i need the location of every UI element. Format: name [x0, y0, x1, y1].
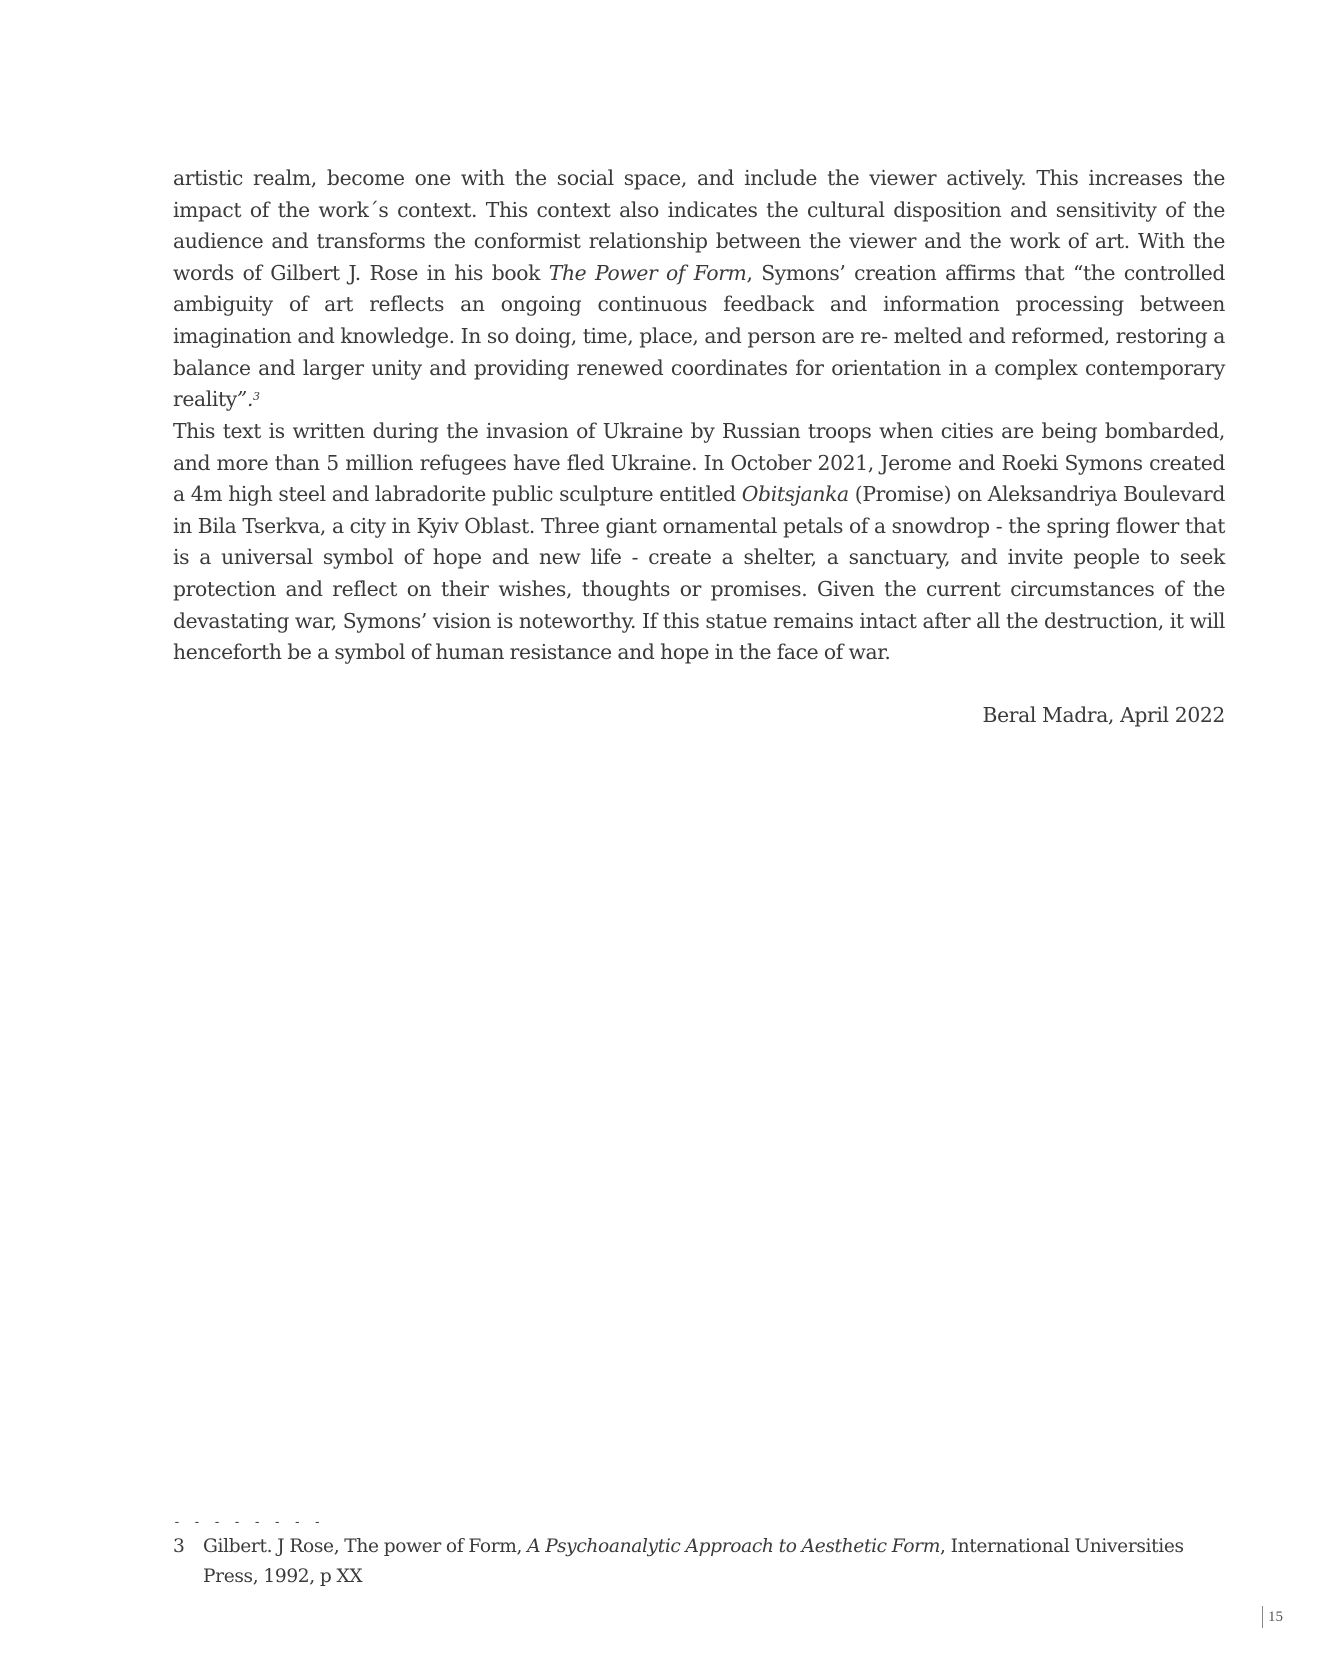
footnote-number: 3 [173, 1536, 185, 1557]
work-title: Obitsjanka [741, 482, 849, 507]
footnote-italic-title: A Psychoanalytic Approach to Aesthetic Form [527, 1536, 940, 1557]
para2-text-end: (Promise) on Aleksandriya Boulevard in Bila Tserkva, a city in Kyiv Oblast. Three giant ornamental petals of a snowdrop - the spring flower that is a universal symbol of hope and new life - create a shelter, a sanctuary, and invite people to seek protection and reflect on their wishes, thoughts or promises. Given the current circumstances of the devastating war, Symons’ vision is noteworthy. If this statue remains intact after all the destruction, it will henceforth be a symbol of human resistance and hope in the face of war. [173, 482, 1226, 665]
footnote-text-start: Gilbert. J Rose, The power of Form, [203, 1536, 528, 1557]
footnote-reference: 3 [253, 390, 260, 404]
body-paragraph-1 [173, 163, 1225, 416]
author-signature: Beral Madra, April 2022 [982, 703, 1225, 727]
footnote-item [173, 1532, 1225, 1592]
quote-close: ”. [236, 387, 254, 412]
para1-text-start: artistic realm, become one with the social space, and include the viewer actively. This increases the impact of the work´s context. This context also indicates the cultural disposition and sensitivity of the audience and transforms the conformist relationship between the viewer and the work of art. With the words of Gilbert J. Rose in his book [173, 166, 1225, 285]
para2-text-start: This text is written during the invasion of Ukraine by Russian troops when cities are being bombarded, and more than 5 million refugees have fled Ukraine. In October 2021, Jerome and Roeki Symons created a 4m high steel and labradorite public sculpture entitled [173, 419, 1225, 507]
book-title: The Power of Form [548, 260, 747, 285]
body-paragraph-2 [173, 416, 1225, 669]
footnote-text-end: , International Universities Press, 1992, p XX [203, 1536, 1184, 1587]
footnote-text [203, 1532, 1225, 1592]
para1-text-end: , Symons’ creation affirms that “the controlled ambiguity of art reflects an ongoing continuous feedback and information processing between imagination and knowledge. In so doing, time, place, and person are re- melted and reformed, restoring a balance and larger unity and providing renewed coordinates for orientation in a complex contemporary reality [173, 260, 1226, 412]
page-number: 15 [1262, 1606, 1283, 1628]
footnote-separator: - - - - - - - - [173, 1515, 324, 1530]
